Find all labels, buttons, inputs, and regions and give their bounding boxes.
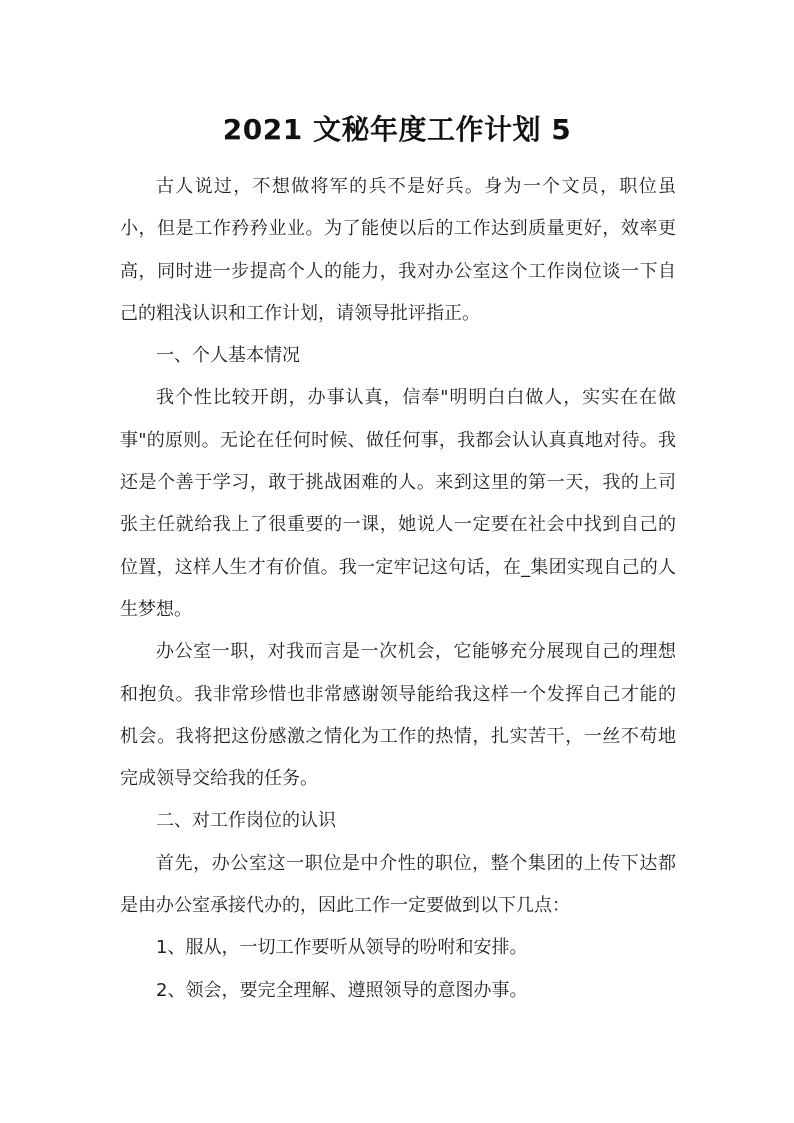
- document-body: [120, 166, 676, 1012]
- section-heading-personal-info: 一、个人基本情况: [156, 345, 300, 367]
- paragraph-opportunity: 办公室一职，对我而言是一次机会，它能够充分展现自己的理想和抱负。我非常珍惜也非常感谢领导能给我这样一个发挥自己才能的机会。我将把这份感激之情化为工作的热情，扎实苦干，一丝不苟地完成领导交给我的任务。: [120, 641, 676, 790]
- paragraph-office-role: 首先，办公室这一职位是中介性的职位，整个集团的上传下达都是由办公室承接代办的，因此工作一定要做到以下几点：: [120, 852, 676, 917]
- paragraph-personality: 我个性比较开朗，办事认真，信奉"明明白白做人，实实在在做事"的原则。无论在任何时候、做任何事，我都会认认真真地对待。我还是个善于学习，敢于挑战困难的人。来到这里的第一天，我的上司张主任就给我上了很重要的一课，她说人一定要在社会中找到自己的位置，这样人生才有价值。我一定牢记这句话，在_集团实现自己的人生梦想。: [120, 387, 676, 620]
- list-item-comprehend: 2、领会，要完全理解、遵照领导的意图办事。: [156, 979, 528, 1001]
- section-heading-job-understanding: 二、对工作岗位的认识: [156, 810, 336, 832]
- paragraph-intro: 古人说过，不想做将军的兵不是好兵。身为一个文员，职位虽小，但是工作矜矜业业。为了能使以后的工作达到质量更好，效率更高，同时进一步提高个人的能力，我对办公室这个工作岗位谈一下自己的粗浅认识和工作计划，请领导批评指正。: [120, 176, 676, 324]
- list-item-obey: 1、服从，一切工作要听从领导的吩咐和安排。: [156, 937, 528, 959]
- document-title: 2021 文秘年度工作计划 5: [222, 113, 572, 146]
